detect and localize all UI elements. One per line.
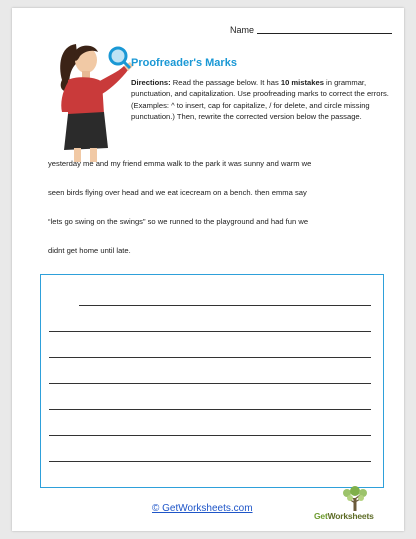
mistake-count: 10 mistakes	[280, 78, 324, 87]
directions-text-1: Read the passage below. It has	[170, 78, 281, 87]
answer-line[interactable]	[49, 383, 371, 384]
proofreader-illustration	[38, 36, 138, 166]
worksheet-page	[12, 8, 404, 531]
passage-line-4: didnt get home until late.	[48, 246, 131, 255]
answer-line[interactable]	[49, 357, 371, 358]
rewrite-answer-box[interactable]	[40, 274, 384, 488]
directions-paragraph	[131, 77, 393, 123]
passage-line-3: “lets go swing on the swings” so we runned to the playground and had fun we	[48, 217, 309, 226]
getworksheets-logo	[314, 486, 392, 528]
directions-text-2: in grammar, punctuation, and capitalization. Use proofreading marks to correct the errors. (Examples: ^ to insert, cap for capitalize, / for delete, and circle missing punctuation.) Then, rewrite the corrected version below the passage.	[131, 78, 389, 122]
answer-line[interactable]	[49, 409, 371, 410]
answer-line[interactable]	[49, 461, 371, 462]
answer-line[interactable]	[49, 435, 371, 436]
passage-line-2: seen birds flying over head and we eat icecream on a bench. then emma say	[48, 188, 307, 197]
passage-line-1: yesterday me and my friend emma walk to the park it was sunny and warm we	[48, 159, 312, 168]
directions-label: Directions:	[131, 78, 171, 87]
name-label: Name	[230, 25, 255, 35]
getworksheets-link[interactable]: © GetWorksheets.com	[152, 503, 253, 514]
name-blank	[257, 33, 392, 34]
logo-wordmark: GetWorksheets	[314, 511, 374, 521]
worksheet-title: Proofreader's Marks	[131, 57, 237, 69]
answer-line[interactable]	[79, 305, 371, 306]
tree-icon	[338, 486, 372, 512]
name-field[interactable]	[230, 25, 400, 39]
answer-line[interactable]	[49, 331, 371, 332]
